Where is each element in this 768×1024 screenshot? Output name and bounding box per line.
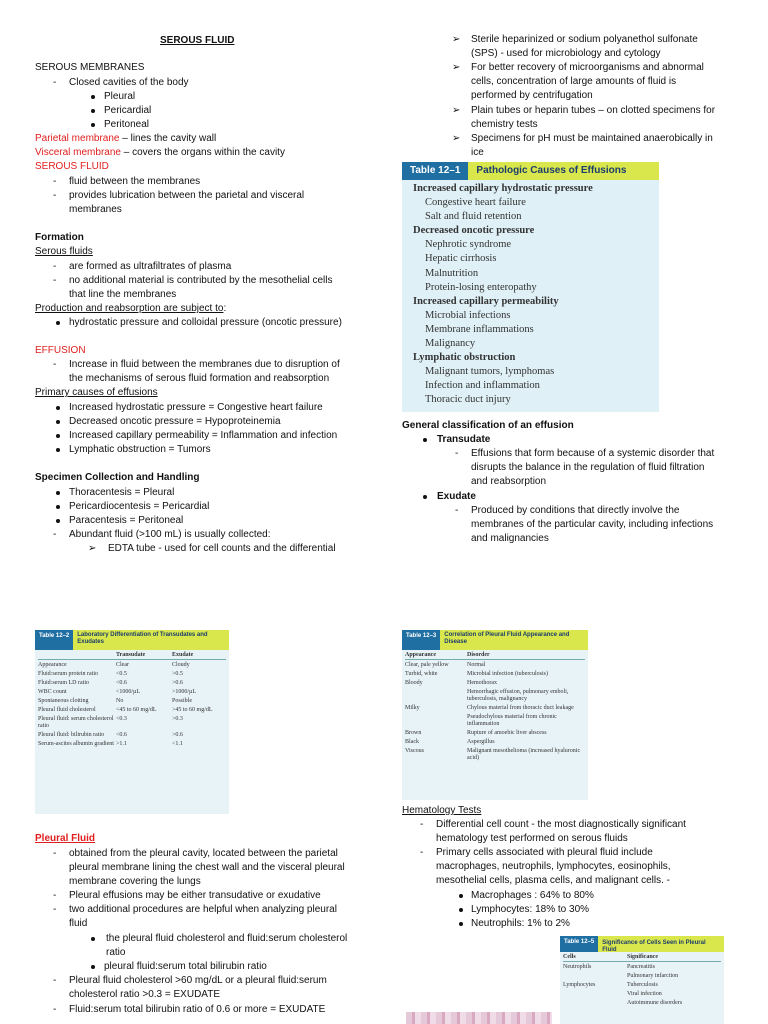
cause-item: Increased capillary permeability = Inflammation and infection [69,430,338,441]
membranes-heading: SEROUS MEMBRANES [35,62,145,73]
table-cell: Clear, pale yellow [405,662,449,668]
pleural-line: Pleural effusions may be either transudative or exudative [69,890,321,901]
table-12-2 [35,630,229,814]
formation-point: that line the membranes [69,289,177,300]
table-cell: Neutrophils [563,964,592,970]
table-row [405,662,585,669]
arrow-icon: ➢ [452,62,461,73]
table-cell: >1000/µL [172,689,197,695]
hematology-line: hematology test performed on serous fluids [436,833,628,844]
table-cell: Bloody [405,680,423,686]
pleural-line: cholesterol ratio >0.3 = EXUDATE [69,989,220,1000]
pleural-line: membrane covering the lungs [69,876,201,887]
table-row [38,680,226,687]
bullet-icon [56,519,60,523]
transudate-desc: and reabsorption [471,476,547,487]
table-header [402,630,588,650]
table-cell: Cloudy [172,662,190,668]
primary-causes-sub: Primary causes of effusions [35,387,158,398]
table-sub-row: Hepatic cirrhosis [425,253,497,265]
column-header [38,652,116,659]
table-cell: <0.6 [116,680,127,686]
table-body [402,650,588,766]
table-cell: Appearance [38,662,67,668]
table-row [405,705,585,712]
parietal-term: Parietal membrane [35,133,120,144]
table-12-1 [402,162,659,412]
pleural-line: Fluid:serum total bilirubin ratio of 0.6 or more = EXUDATE [69,1004,326,1015]
table-group-row: Increased capillary hydrostatic pressure [413,183,593,194]
bullet-icon [459,908,463,912]
bullet-icon [91,95,95,99]
percent-item: Macrophages : 64% to 80% [471,890,594,901]
cavity-item: Pericardial [104,105,152,116]
arrow-text: (SPS) - used for microbiology and cytology [471,48,661,59]
dash: - [455,448,459,459]
cavity-item: Pleural [104,91,136,102]
table-sub-row: Nephrotic syndrome [425,239,512,251]
cause-item: Increased hydrostatic pressure = Congestive heart failure [69,402,323,413]
table-row [563,964,721,971]
table-cell: Lymphocytes [563,982,596,988]
table-cell: Pulmonary infarction [627,973,679,979]
document-title: SEROUS FLUID [160,35,235,46]
hematology-line: mesothelial cells, plasma cells, and malignant cells. - [436,875,670,886]
table-row [38,698,226,705]
fluid-point: fluid between the membranes [69,176,201,187]
table-row [405,730,585,737]
pleural-line: Pleural fluid cholesterol >60 mg/dL or a pleural fluid:serum [69,975,327,986]
arrow-text: chemistry tests [471,119,538,130]
bullet-icon [56,448,60,452]
dash: - [53,904,57,915]
bullet-icon [91,937,95,941]
table-row [38,732,226,739]
table-row [38,716,226,730]
pleural-heading: Pleural Fluid [35,833,96,844]
transudate-desc: Effusions that form because of a systemic disorder that [471,448,715,459]
table-title: Laboratory Differentiation of Transudates and Exudates [73,630,229,650]
table-header [402,162,659,180]
formation-point: no additional material is contributed by the mesothelial cells [69,275,333,286]
table-title: Pathologic Causes of Effusions [468,162,659,180]
bullet-icon [91,123,95,127]
arrow-text: Specimens for pH must be maintained anaerobically in [471,133,713,144]
exudate-desc: and malignancies [471,533,549,544]
table-cell: Black [405,739,419,745]
table-row [405,689,585,703]
hematology-line: macrophages, neutrophils, lymphocytes, eosinophils, [436,861,671,872]
dash: - [53,848,57,859]
arrow-icon: ➢ [88,543,97,554]
table-row [563,982,721,989]
effusion-label: EFFUSION [35,345,86,356]
table-sub-row: Malnutrition [425,267,479,279]
procedure-item: Thoracentesis = Pleural [69,487,175,498]
pleural-line: ratio [106,947,126,958]
arrow-text: For better recovery of microorganisms and abnormal [471,62,704,73]
visceral-def: – covers the organs within the cavity [120,147,285,158]
table-sub-row: Malignancy [425,338,476,350]
table-row [38,662,226,669]
table-cell: Rupture of amoebic liver abscess [467,730,547,736]
production-line [35,302,226,316]
hematology-line: Differential cell count - the most diagnostically significant [436,819,686,830]
table-group-row: Decreased oncotic pressure [413,225,535,237]
table-cell [405,714,467,728]
table-row [405,671,585,678]
table-cell: Autoimmune disorders [627,1000,683,1006]
table-cell: <0.6 [116,732,127,738]
table-cell [563,1000,627,1007]
arrow-text: performed by centrifugation [471,90,593,101]
transudate-desc: disrupts the balance in the regulation of fluid filtration [471,462,705,473]
closed-cavities-text: Closed cavities of the body [69,77,189,88]
column-header: Significance [627,954,658,960]
percent-item: Neutrophils: 1% to 2% [471,918,570,929]
table-column-headers [38,652,226,660]
table-cell: Fluid:serum LD ratio [38,680,89,686]
table-cell: Possible [172,698,193,704]
bullet-icon [56,434,60,438]
table-cell: Malignant mesothelioma (increased hyaluronic acid) [467,748,581,761]
dash: - [53,975,57,986]
column-header: Cells [563,954,576,960]
bullet-icon [91,965,95,969]
table-cell: <0.5 [116,671,127,677]
formation-point: are formed as ultrafiltrates of plasma [69,261,232,272]
table-cell: Aspergillus [467,739,495,745]
table-cell: >45 to 60 mg/dL [172,707,213,713]
table-sub-row: Congestive heart failure [425,197,526,209]
pleural-line: fluid [69,918,88,929]
bullet-icon [423,495,427,499]
table-row [38,671,226,678]
bullet-icon [459,894,463,898]
table-tag: Table 12–2 [35,630,73,650]
production-point: hydrostatic pressure and colloidal pressure (oncotic pressure) [69,317,342,328]
table-sub-row: Microbial infections [425,309,511,321]
hematology-heading: Hematology Tests [402,805,482,816]
table-column-headers [405,652,585,660]
table-cell: Pleural fluid: serum cholesterol ratio [38,716,114,729]
table-row [38,707,226,714]
dash: - [53,77,57,88]
table-row [405,680,585,687]
percent-item: Lymphocytes: 18% to 30% [471,904,590,915]
arrow-text: Plain tubes or heparin tubes – on clotted specimens for [471,105,716,116]
effusion-point: Increase in fluid between the membranes due to disruption of [69,359,340,370]
formation-heading: Formation [35,232,84,243]
table-body [402,180,659,408]
production-sub: Production and reabsorption are subject to [35,303,224,314]
dash: - [420,819,424,830]
dash: - [53,529,57,540]
table-cell: Brown [405,730,422,736]
table-group-row: Increased capillary permeability [413,295,559,307]
table-cell: <1.1 [172,741,183,747]
table-cell: Fluid:serum protein ratio [38,671,98,677]
table-cell [563,991,627,998]
table-cell: >0.5 [172,671,183,677]
cavity-item: Peritoneal [104,119,150,130]
exudate-desc: membranes of the particular cavity, including infections [471,519,714,530]
table-sub-row: Membrane inflammations [425,323,534,335]
table-cell: Spontaneous clotting [38,698,89,704]
fluid-point: membranes [69,204,122,215]
bullet-icon [56,321,60,325]
table-sub-row: Protein-losing enteropathy [425,281,537,293]
arrow-text: ice [471,147,484,158]
table-row [405,739,585,746]
dash: - [53,176,57,187]
table-row [405,748,585,762]
column-header: Transudate [116,652,146,658]
table-cell: >1.1 [116,741,127,747]
table-tag: Table 12–5 [560,936,598,952]
dash: - [53,890,57,901]
arrow-icon: ➢ [452,105,461,116]
table-12-3 [402,630,588,800]
table-tag: Table 12–3 [402,630,440,650]
serous-fluids-sub: Serous fluids [35,246,93,257]
table-title: Significance of Cells Seen in Pleural Fluid [598,936,724,952]
dash: - [53,359,57,370]
pleural-line: pleural fluid:serum total bilirubin ratio [104,961,267,972]
table-cell: Viscous [405,748,424,754]
table-cell [563,973,627,980]
table-row [38,741,226,748]
table-row [563,991,721,998]
visceral-term: Visceral membrane [35,147,121,158]
table-cell: <1000/µL [116,689,141,695]
fluid-point: provides lubrication between the parietal and visceral [69,190,305,201]
procedure-item: Pericardiocentesis = Pericardial [69,501,210,512]
exudate-label: Exudate [437,491,476,502]
table-cell: Clear [116,662,129,668]
arrow-text: Sterile heparinized or sodium polyanethol sulfonate [471,34,698,45]
table-cell: Turbid, white [405,671,438,677]
table-row [563,973,721,980]
table-cell: <45 to 60 mg/dL [116,707,157,713]
transudate-label: Transudate [437,434,491,445]
table-cell: Hemorrhagic effusion, pulmonary emboli, tuberculosis, malignancy [467,689,569,702]
dash: - [455,505,459,516]
parietal-def: – lines the cavity wall [119,133,217,144]
table-cell: Tuberculosis [627,982,658,988]
abundant-text: Abundant fluid (>100 mL) is usually collected: [69,529,271,540]
table-cell: Chylous material from thoracic duct leakage [467,705,574,711]
table-body [35,650,229,752]
bullet-icon [423,438,427,442]
table-row [38,689,226,696]
production-colon: : [223,303,227,314]
table-cell: >0.6 [172,732,183,738]
visceral-line [35,146,285,160]
specimen-heading: Specimen Collection and Handling [35,472,200,483]
table-group-row: Lymphatic obstruction [413,352,516,364]
table-cell: >0.6 [172,680,183,686]
table-sub-row: Thoracic duct injury [425,394,511,406]
table-body [560,952,724,1011]
dash: - [53,275,57,286]
table-cell: Pancreatitis [627,964,655,970]
table-cell: Pleural fluid cholesterol [38,707,96,713]
table-header [35,630,229,650]
table-cell: Normal [467,662,486,668]
table-cell: Hemothorax [467,680,497,686]
table-tag: Table 12–1 [402,162,468,180]
serous-fluid-label: SEROUS FLUID [35,161,109,172]
bullet-icon [56,505,60,509]
table-cell: Serum-ascites albumin gradient [38,741,114,747]
table-cell: WBC count [38,689,67,695]
table-cell [405,689,467,703]
arrow-icon: ➢ [452,133,461,144]
cause-item: Decreased oncotic pressure = Hypoproteinemia [69,416,281,427]
table-cell: No [116,698,124,704]
table-cell: Milky [405,705,420,711]
procedure-item: Paracentesis = Peritoneal [69,515,184,526]
dash: - [53,261,57,272]
table-cell: <0.3 [116,716,127,722]
table-cell: >0.3 [172,716,183,722]
table-cell: Pleural fluid: bilirubin ratio [38,732,105,738]
table-column-headers [563,954,721,962]
edta-text: EDTA tube - used for cell counts and the differential [108,543,336,554]
bullet-icon [91,109,95,113]
pleural-line: pleural membrane lining the chest wall and the visceral pleural [69,862,345,873]
table-row [563,1000,721,1007]
pleural-line: the pleural fluid cholesterol and fluid:serum cholesterol [106,933,348,944]
table-cell: Microbial infection (tuberculosis) [467,671,548,677]
effusion-point: the mechanisms of serous fluid formation and reabsorption [69,373,330,384]
parietal-line [35,132,216,146]
table-cell: Pseudochylous material from chronic inflammation [467,714,557,727]
table-sub-row: Salt and fluid retention [425,211,522,223]
general-heading: General classification of an effusion [402,420,574,431]
bullet-icon [56,406,60,410]
cause-item: Lymphatic obstruction = Tumors [69,444,211,455]
pleural-line: two additional procedures are helpful when analyzing pleural [69,904,337,915]
bullet-icon [56,491,60,495]
hematology-line: Primary cells associated with pleural fluid include [436,847,653,858]
arrow-icon: ➢ [452,34,461,45]
table-sub-row: Malignant tumors, lymphomas [425,366,555,378]
table-title: Correlation of Pleural Fluid Appearance and Disease [440,630,588,650]
dash: - [53,1004,57,1015]
dash: - [420,847,424,858]
table-12-5 [560,936,724,1024]
micrograph-image [406,1012,552,1024]
arrow-text: cells, concentration of large amounts of fluid is [471,76,677,87]
column-header: Appearance [405,652,436,658]
table-header [560,936,724,952]
table-cell: Viral infection [627,991,662,997]
exudate-desc: Produced by conditions that directly involve the [471,505,680,516]
column-header: Disorder [467,652,490,658]
column-header: Exudate [172,652,194,658]
table-row [405,714,585,728]
bullet-icon [459,922,463,926]
bullet-icon [56,420,60,424]
table-sub-row: Infection and inflammation [425,380,540,392]
dash: - [53,190,57,201]
pleural-line: obtained from the pleural cavity, located between the parietal [69,848,338,859]
